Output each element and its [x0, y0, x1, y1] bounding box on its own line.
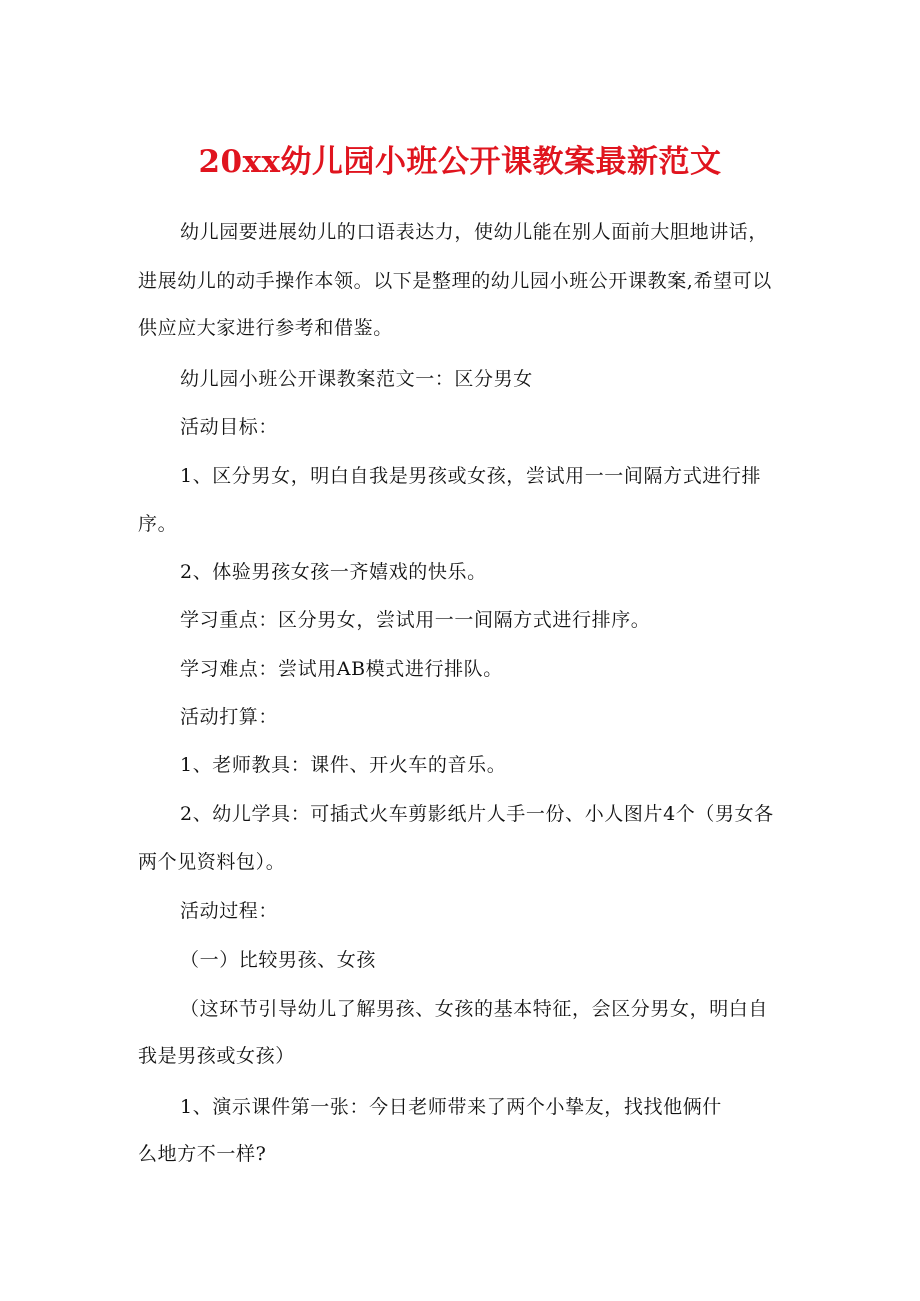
paragraph-line: 活动打算： — [180, 706, 279, 728]
list-item: 2、幼儿学具：可插式火车剪影纸片人手一份、小人图片4个（男女各 — [180, 803, 774, 825]
paragraph-line: 序。 — [138, 513, 178, 535]
list-item: 1、区分男女，明白自我是男孩或女孩，尝试用一一间隔方式进行排 — [180, 465, 762, 487]
list-item: 2、体验男孩女孩一齐嬉戏的快乐。 — [180, 561, 487, 583]
paragraph-line: 供应应大家进行参考和借鉴。 — [138, 317, 393, 339]
paragraph-line: 活动目标： — [180, 416, 279, 438]
paragraph-line: 学习重点：区分男女，尝试用一一间隔方式进行排序。 — [180, 609, 651, 631]
list-item: 1、老师教具：课件、开火车的音乐。 — [180, 754, 507, 776]
paragraph-line: 学习难点：尝试用AB模式进行排队。 — [180, 658, 503, 680]
section-heading: （一）比较男孩、女孩 — [180, 949, 377, 971]
paragraph-line: 进展幼儿的动手操作本领。以下是整理的幼儿园小班公开课教案,希望可以 — [138, 270, 772, 292]
document-title: 20xx幼儿园小班公开课教案最新范文 — [198, 144, 722, 180]
paragraph-line: 两个见资料包）。 — [138, 851, 286, 873]
paragraph-line: 么地方不一样? — [138, 1143, 267, 1165]
paragraph-line: （这环节引导幼儿了解男孩、女孩的基本特征，会区分男女，明白自 — [180, 998, 769, 1020]
list-item: 1、演示课件第一张：今日老师带来了两个小挚友，找找他俩什 — [180, 1096, 722, 1118]
paragraph-line: 我是男孩或女孩） — [138, 1045, 295, 1067]
section-heading: 幼儿园小班公开课教案范文一：区分男女 — [180, 368, 533, 390]
paragraph-line: 幼儿园要进展幼儿的口语表达力，使幼儿能在别人面前大胆地讲话， — [180, 221, 769, 243]
paragraph-line: 活动过程： — [180, 900, 279, 922]
